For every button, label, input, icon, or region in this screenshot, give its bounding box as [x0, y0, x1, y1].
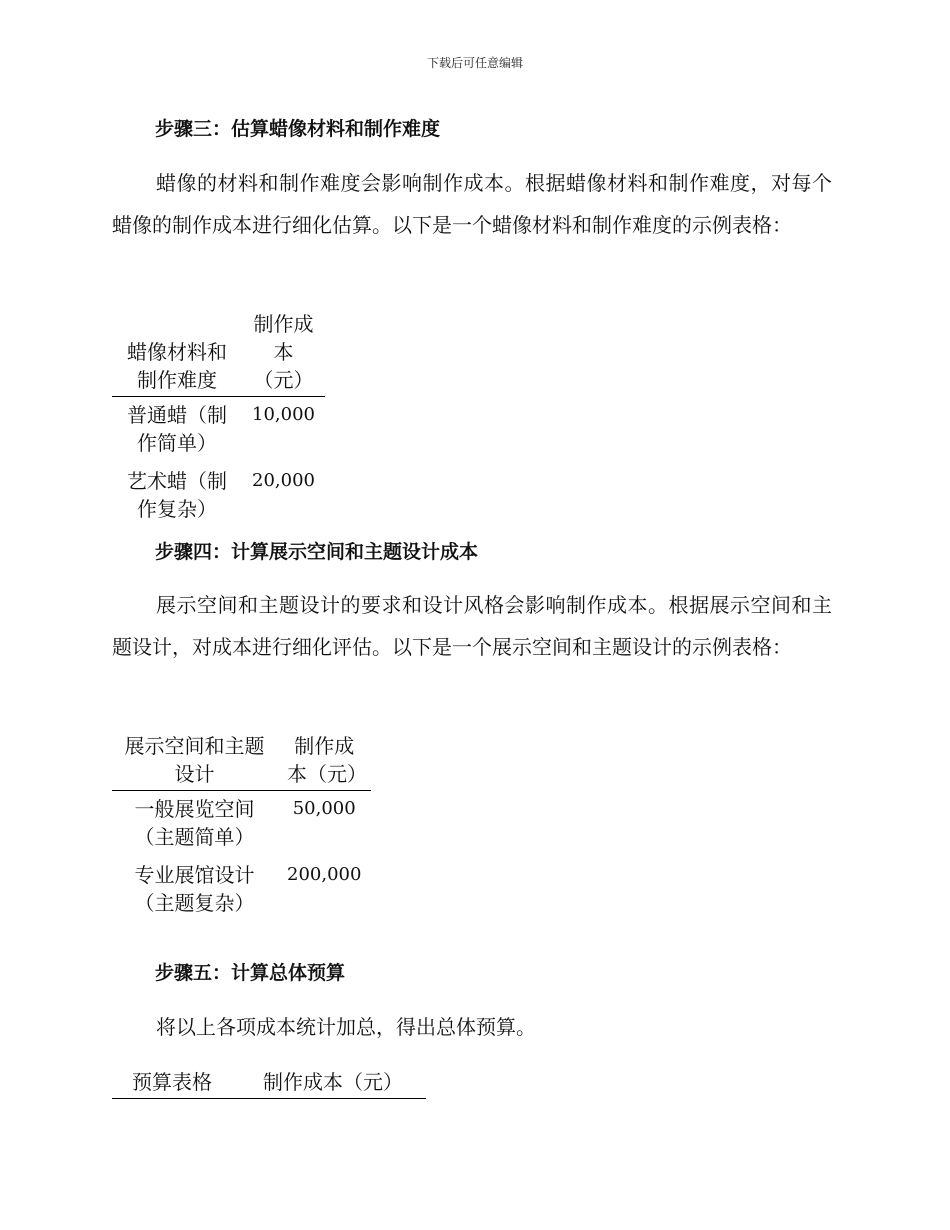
table-cell-material: 艺术蜡（制作复杂）: [127, 469, 227, 521]
material-cost-table: [112, 310, 325, 529]
step5-heading: 步骤五：计算总体预算: [155, 962, 346, 984]
column-header-budget: 预算表格: [132, 1070, 212, 1094]
column-header-cost: 制作成本（元）: [263, 1070, 403, 1094]
table-cell-material: 普通蜡（制作简单）: [127, 403, 227, 455]
table-cell-space: 一般展览空间（主题简单）: [134, 797, 255, 849]
step3-heading: 步骤三：估算蜡像材料和制作难度: [155, 118, 441, 140]
table-cell-space: 专业展馆设计（主题复杂）: [134, 863, 255, 915]
step4-heading: 步骤四：计算展示空间和主题设计成本: [155, 541, 479, 563]
table-row: [112, 463, 325, 529]
column-header-space: 展示空间和主题设计: [124, 734, 265, 786]
column-header-cost: 制作成本（元）: [253, 312, 314, 392]
table-header-row: [112, 310, 325, 397]
page-header: 下载后可任意编辑: [426, 56, 523, 70]
step3-paragraph: 蜡像的材料和制作难度会影响制作成本。根据蜡像材料和制作难度，对每个蜡像的制作成本进行细化估算。以下是一个蜡像材料和制作难度的示例表格：: [112, 171, 832, 237]
table-row: [112, 791, 371, 858]
table-cell-cost: 200,000: [287, 864, 362, 885]
table-row: [112, 857, 371, 923]
budget-table: [112, 1068, 426, 1099]
table-header-row: [112, 732, 371, 791]
table-cell-cost: 10,000: [252, 404, 315, 425]
space-cost-table: [112, 732, 371, 923]
table-cell-cost: 20,000: [252, 470, 315, 491]
table-header-row: [112, 1068, 426, 1099]
step4-paragraph: 展示空间和主题设计的要求和设计风格会影响制作成本。根据展示空间和主题设计，对成本进行细化评估。以下是一个展示空间和主题设计的示例表格：: [112, 593, 832, 659]
table-row: [112, 397, 325, 464]
column-header-material: 蜡像材料和制作难度: [127, 340, 227, 392]
step5-paragraph: 将以上各项成本统计加总，得出总体预算。: [156, 1015, 536, 1039]
table-cell-cost: 50,000: [292, 798, 356, 819]
column-header-cost: 制作成本（元）: [287, 734, 367, 786]
